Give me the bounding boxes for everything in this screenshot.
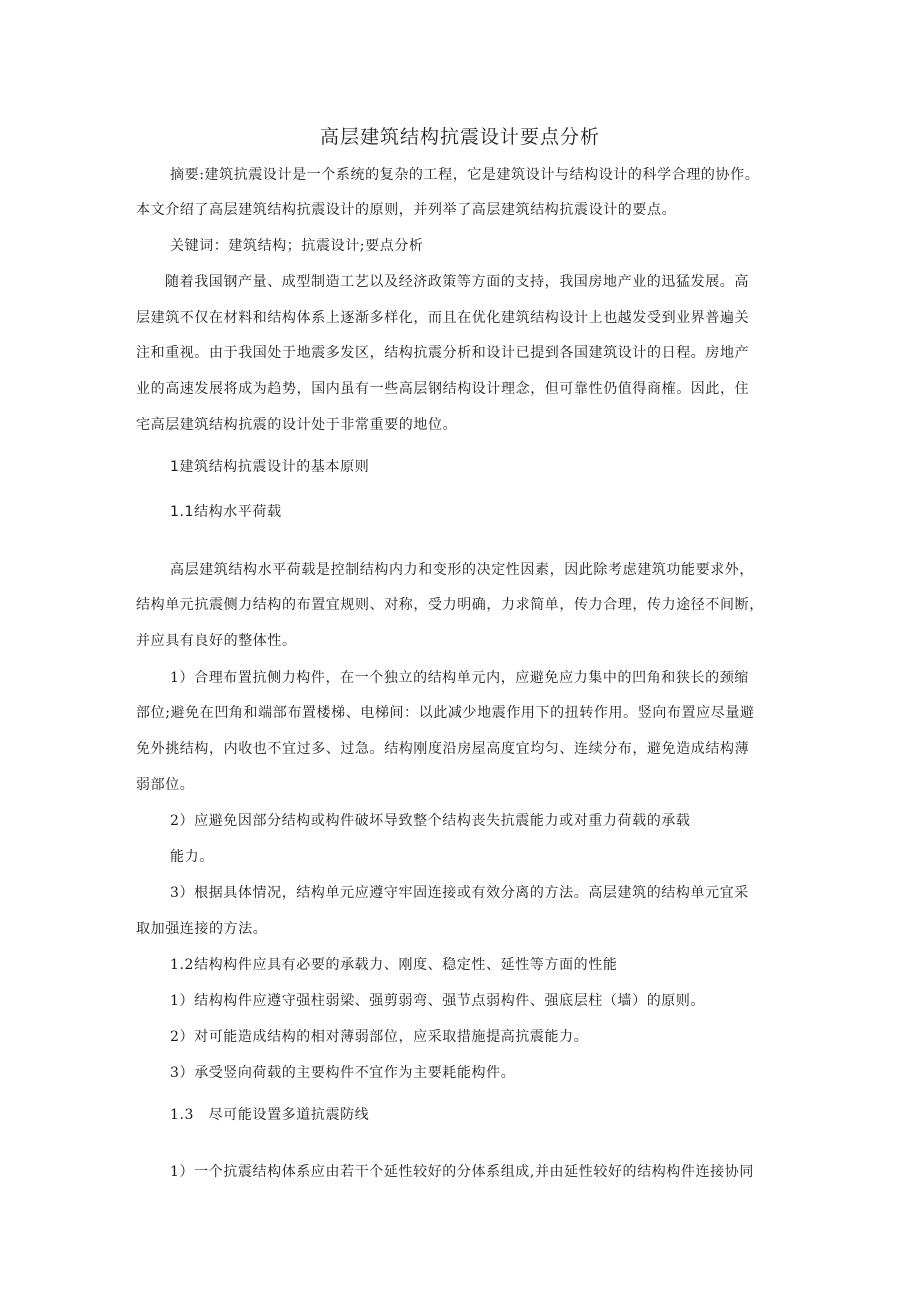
item-2-line-1: 2）应避免因部分结构或构件破坏导致整个结构丧失抗震能力或对重力荷载的承载 [170,813,691,829]
section-1-heading: 1建筑结构抗震设计的基本原则 [170,459,370,475]
abstract-line-1: 摘要:建筑抗震设计是一个系统的复杂的工程，它是建筑设计与结构设计的科学合理的协作。 [170,167,760,183]
intro-line-1: 随着我国钢产量、成型制造工艺以及经济政策等方面的支持，我国房地产业的迅猛发展。高 [165,274,749,290]
section-1-2-item-2: 2）对可能造成结构的相对薄弱部位，应采取措施提高抗震能力。 [170,1029,589,1045]
section-1-2-heading: 1.2结构构件应具有必要的承载力、刚度、稳定性、延性等方面的性能 [170,957,618,973]
item-1-line-4: 弱部位。 [136,777,195,793]
section-1-1-line-1: 高层建筑结构水平荷载是控制结构内力和变形的决定性因素，因此除考虑建筑功能要求外， [170,562,754,578]
item-1-line-2: 部位;避免在凹角和端部布置楼梯、电梯间：以此减少地震作用下的扭转作用。竖向布置应尽量避 [136,705,755,721]
item-3-line-1: 3）根据具体情况，结构单元应遵守牢固连接或有效分离的方法。高层建筑的结构单元宜采 [170,885,749,901]
intro-line-4: 业的高速发展将成为趋势，国内虽有一些高层钢结构设计理念，但可靠性仍值得商榷。因此，住 [136,381,750,397]
item-1-line-3: 免外挑结构，内收也不宜过多、过急。结构刚度沿房屋高度宜均匀、连续分布，避免造成结构薄 [136,741,750,757]
section-1-2-item-3: 3）承受竖向荷载的主要构件不宜作为主要耗能构件。 [170,1065,516,1081]
keywords-line: 关键词：建筑结构；抗震设计;要点分析 [170,238,424,254]
intro-line-2: 层建筑不仅在材料和结构体系上逐渐多样化，而且在优化建筑结构设计上也越发受到业界普遍关 [136,310,750,326]
section-1-3-item-1: 1）一个抗震结构体系应由若干个延性较好的分体系组成,并由延性较好的结构构件连接协同 [170,1164,754,1180]
item-1-line-1: 1）合理布置抗侧力构件，在一个独立的结构单元内，应避免应力集中的凹角和狭长的颈缩 [170,670,749,686]
item-3-line-2: 取加强连接的方法。 [136,921,268,937]
section-1-2-item-1: 1）结构构件应遵守强柱弱梁、强剪弱弯、强节点弱构件、强底层柱（墙）的原则。 [170,993,706,1009]
section-1-1-heading: 1.1结构水平荷载 [170,504,282,520]
abstract-line-2: 本文介绍了高层建筑结构抗震设计的原则，并列举了高层建筑结构抗震设计的要点。 [136,202,677,218]
intro-line-5: 宅高层建筑结构抗震的设计处于非常重要的地位。 [136,417,458,433]
document-title: 高层建筑结构抗震设计要点分析 [319,126,600,148]
item-2-line-2: 能力。 [170,849,214,865]
section-1-3-heading: 1.3 尽可能设置多道抗震防线 [170,1107,370,1123]
section-1-1-line-2: 结构单元抗震侧力结构的布置宜规则、对称，受力明确，力求简单，传力合理，传力途径不间断， [136,597,764,613]
section-1-1-line-3: 并应具有良好的整体性。 [136,633,297,649]
intro-line-3: 注和重视。由于我国处于地震多发区，结构抗震分析和设计已提到各国建筑设计的日程。房地产 [136,345,750,361]
